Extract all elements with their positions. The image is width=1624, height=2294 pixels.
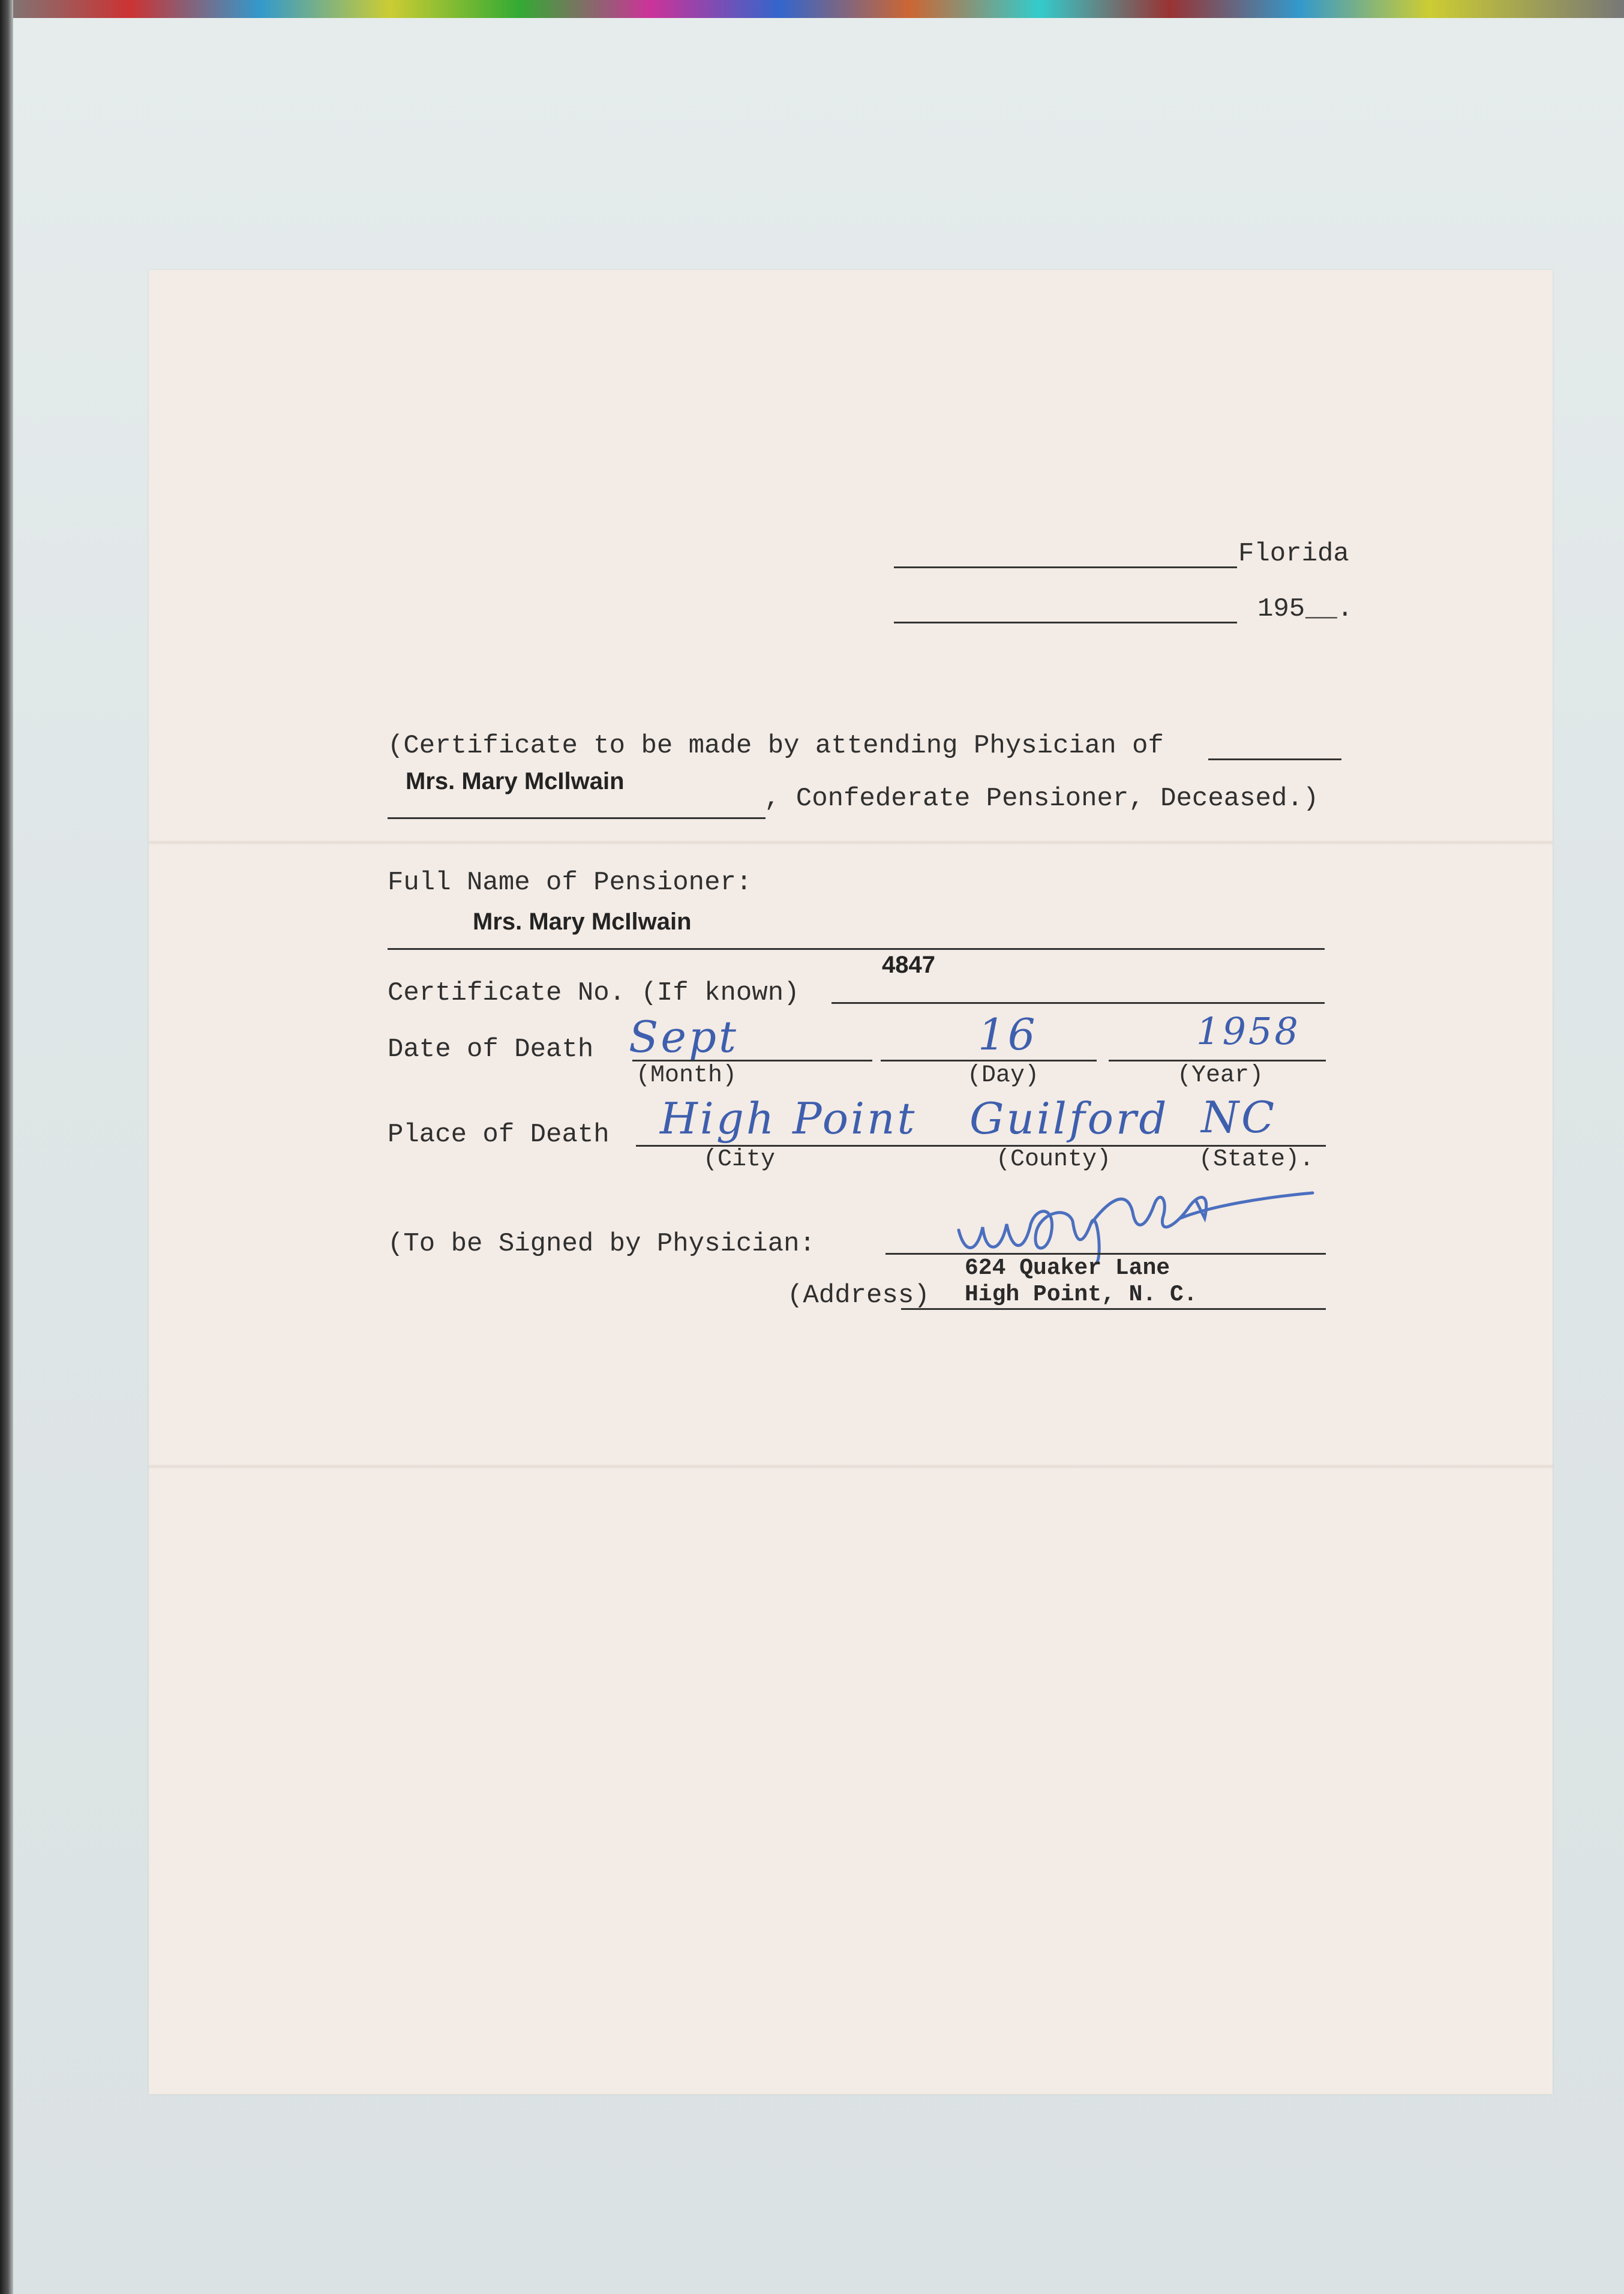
date-of-death-day-caption: (Day): [967, 1062, 1040, 1089]
address-line-2: High Point, N. C.: [965, 1282, 1197, 1308]
full-name-label: Full Name of Pensioner:: [388, 868, 752, 898]
scanner-left-edge: [0, 0, 13, 2294]
date-of-death-day: 16: [978, 1009, 1038, 1060]
signature-label: (To be Signed by Physician:: [388, 1229, 815, 1259]
place-of-death-city: High Point: [660, 1093, 917, 1144]
date-of-death-label: Date of Death: [388, 1034, 594, 1064]
address-label: (Address): [787, 1281, 930, 1311]
date-of-death-month-caption: (Month): [636, 1062, 737, 1089]
date-of-death-month: Sept: [629, 1012, 739, 1062]
place-of-death-state-caption: (State).: [1199, 1146, 1314, 1173]
address-line-1: 624 Quaker Lane: [965, 1255, 1170, 1281]
intro-blank-1: [1208, 758, 1341, 760]
intro-line-2: , Confederate Pensioner, Deceased.): [764, 784, 1319, 814]
header-location-blank: [894, 566, 1237, 568]
full-name-blank: [388, 948, 1325, 950]
header-year-suffix: __.: [1305, 594, 1353, 624]
paper-fold-line: [149, 1464, 1553, 1469]
date-of-death-month-blank: [632, 1060, 872, 1061]
full-name-value: Mrs. Mary McIlwain: [473, 908, 692, 935]
certificate-number-label: Certificate No. (If known): [388, 978, 800, 1008]
signature-blank: [885, 1253, 1326, 1255]
header-year-prefix: 195: [1257, 594, 1305, 624]
certificate-number-blank: [831, 1002, 1325, 1004]
physician-signature: [953, 1164, 1325, 1266]
intro-pensioner-blank: [388, 817, 766, 819]
date-of-death-year-blank: [1109, 1060, 1326, 1061]
intro-pensioner-name: Mrs. Mary McIlwain: [406, 768, 625, 794]
place-of-death-county-caption: (County): [996, 1146, 1112, 1173]
date-of-death-year: 1958: [1196, 1009, 1301, 1053]
header-date-blank: [894, 622, 1237, 623]
date-of-death-year-caption: (Year): [1177, 1062, 1264, 1089]
place-of-death-county: Guilford: [969, 1093, 1169, 1144]
address-blank: [901, 1308, 1326, 1310]
pension-certificate-document: [149, 270, 1553, 2094]
place-of-death-state: NC: [1201, 1092, 1277, 1142]
place-of-death-label: Place of Death: [388, 1120, 610, 1150]
certificate-number-value: 4847: [882, 952, 935, 978]
scanner-color-strip: [0, 0, 1624, 18]
intro-line-1: (Certificate to be made by attending Physician of: [388, 731, 1164, 761]
paper-fold-line: [149, 840, 1553, 845]
header-state: Florida: [1238, 539, 1349, 569]
place-of-death-city-caption: (City: [703, 1146, 776, 1173]
date-of-death-day-blank: [881, 1060, 1097, 1061]
